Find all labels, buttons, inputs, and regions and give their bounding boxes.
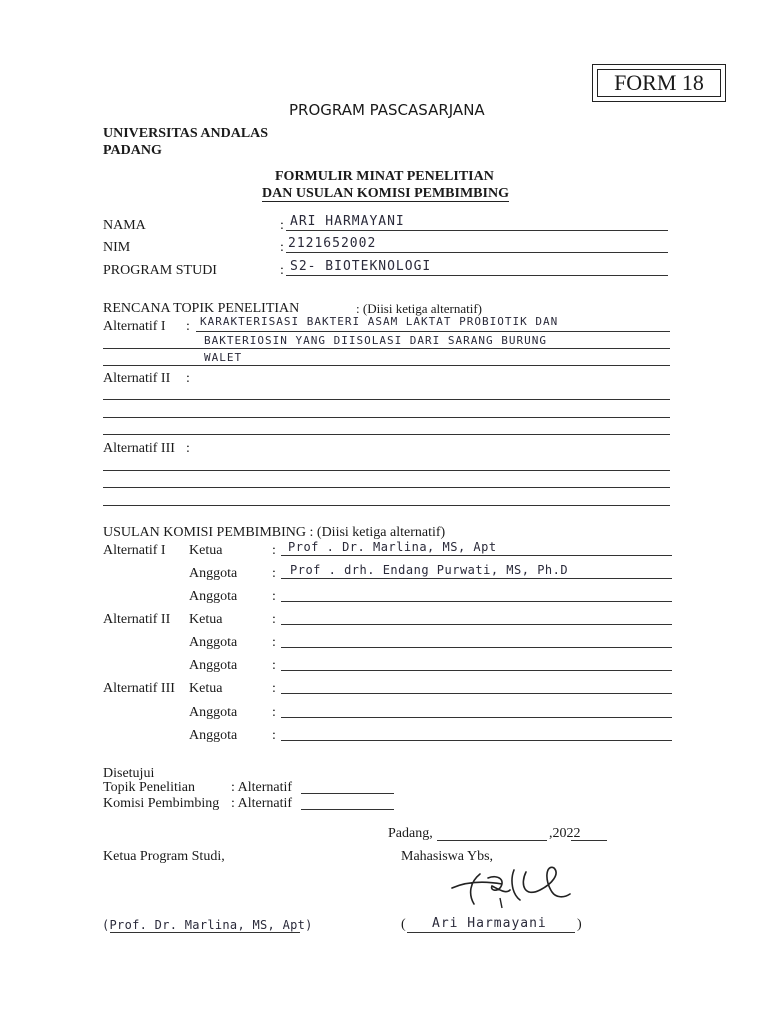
komisi-alt3-anggota2-colon: : xyxy=(272,728,276,743)
topik-alt1-underline3 xyxy=(103,365,670,366)
topik-alt3-label: Alternatif III xyxy=(103,441,175,456)
signature-year-line xyxy=(571,840,607,841)
komisi-alt1-label: Alternatif I xyxy=(103,543,166,558)
university-name: UNIVERSITAS ANDALAS xyxy=(103,126,269,141)
signature-year: ,2022 xyxy=(549,826,581,841)
topik-alt3-colon: : xyxy=(186,441,190,456)
komisi-alt2-label: Alternatif II xyxy=(103,612,171,627)
disetujui-topik-label: Topik Penelitian xyxy=(103,780,195,795)
mahasiswa-paren-open: ( xyxy=(401,917,406,932)
disetujui-topik-line xyxy=(301,793,394,794)
ketua-prodi-line xyxy=(110,932,300,933)
komisi-alt3-anggota1-line xyxy=(281,717,672,718)
signature-place: Padang, xyxy=(388,826,433,841)
komisi-alt3-anggota1-colon: : xyxy=(272,705,276,720)
komisi-alt1-anggota1-value: Prof . drh. Endang Purwati, MS, Ph.D xyxy=(290,563,569,577)
disetujui-komisi-alternatif: : Alternatif xyxy=(231,796,293,811)
nim-label: NIM xyxy=(103,240,131,255)
nama-value: ARI HARMAYANI xyxy=(290,214,405,229)
komisi-alt3-anggota2-label: Anggota xyxy=(189,728,238,743)
komisi-alt1-anggota1-label: Anggota xyxy=(189,566,238,581)
komisi-alt3-ketua-label: Ketua xyxy=(189,681,223,696)
topik-note: : (Diisi ketiga alternatif) xyxy=(356,301,482,316)
city-name: PADANG xyxy=(103,143,162,158)
topik-alt2-line3 xyxy=(103,434,670,435)
nama-label: NAMA xyxy=(103,218,146,233)
ketua-prodi-name: (Prof. Dr. Marlina, MS, Apt) xyxy=(102,918,313,932)
topik-alt3-line1 xyxy=(103,470,670,471)
topik-alt2-line2 xyxy=(103,417,670,418)
komisi-alt1-ketua-label: Ketua xyxy=(189,543,223,558)
komisi-alt2-ketua-label: Ketua xyxy=(189,612,223,627)
topik-alt1-colon: : xyxy=(186,319,190,334)
mahasiswa-signature xyxy=(440,860,580,920)
komisi-alt3-ketua-colon: : xyxy=(272,681,276,696)
disetujui-komisi-label: Komisi Pembimbing xyxy=(103,796,220,811)
komisi-alt2-ketua-line xyxy=(281,624,672,625)
topik-alt1-line2: BAKTERIOSIN YANG DIISOLASI DARI SARANG BURUNG xyxy=(204,334,548,347)
komisi-alt1-anggota2-label: Anggota xyxy=(189,589,238,604)
komisi-alt2-anggota1-colon: : xyxy=(272,635,276,650)
topik-alt1-line1: KARAKTERISASI BAKTERI ASAM LAKTAT PROBIOTIK DAN xyxy=(200,315,559,328)
form-title-line1: FORMULIR MINAT PENELITIAN xyxy=(275,169,494,184)
komisi-alt1-anggota2-line xyxy=(281,601,672,602)
mahasiswa-label: Mahasiswa Ybs, xyxy=(401,849,494,864)
komisi-alt2-anggota2-colon: : xyxy=(272,658,276,673)
topik-alt2-label: Alternatif II xyxy=(103,371,171,386)
form-number: FORM 18 xyxy=(597,69,721,97)
topik-alt1-underline2 xyxy=(103,348,670,349)
komisi-alt1-ketua-line xyxy=(281,555,672,556)
topik-alt1-label: Alternatif I xyxy=(103,319,166,334)
prodi-value: S2- BIOTEKNOLOGI xyxy=(290,259,432,274)
komisi-alt1-ketua-colon: : xyxy=(272,543,276,558)
komisi-alt1-anggota1-colon: : xyxy=(272,566,276,581)
disetujui-komisi-line xyxy=(301,809,394,810)
nim-value: 2121652002 xyxy=(288,236,377,251)
komisi-heading: USULAN KOMISI PEMBIMBING : (Diisi ketiga alternatif) xyxy=(103,525,446,540)
komisi-alt1-anggota1-line xyxy=(281,578,672,579)
topik-alt3-line3 xyxy=(103,505,670,506)
nama-colon: : xyxy=(280,218,284,233)
nim-line xyxy=(286,252,668,253)
topik-alt1-line3: WALET xyxy=(204,351,243,364)
komisi-alt3-anggota1-label: Anggota xyxy=(189,705,238,720)
prodi-line xyxy=(286,275,668,276)
komisi-alt3-label: Alternatif III xyxy=(103,681,175,696)
disetujui-label: Disetujui xyxy=(103,766,155,781)
disetujui-topik-alternatif: : Alternatif xyxy=(231,780,293,795)
komisi-alt2-anggota1-label: Anggota xyxy=(189,635,238,650)
komisi-alt1-anggota2-colon: : xyxy=(272,589,276,604)
komisi-alt3-ketua-line xyxy=(281,693,672,694)
topik-alt3-line2 xyxy=(103,487,670,488)
ketua-prodi-label: Ketua Program Studi, xyxy=(103,849,225,864)
nim-colon: : xyxy=(280,240,284,255)
komisi-alt2-ketua-colon: : xyxy=(272,612,276,627)
komisi-alt2-anggota2-label: Anggota xyxy=(189,658,238,673)
komisi-alt2-anggota1-line xyxy=(281,647,672,648)
mahasiswa-line xyxy=(407,932,575,933)
komisi-alt1-ketua-value: Prof . Dr. Marlina, MS, Apt xyxy=(288,540,497,554)
nama-line xyxy=(286,230,668,231)
topik-heading: RENCANA TOPIK PENELITIAN xyxy=(103,301,300,316)
topik-alt1-underline1 xyxy=(196,331,670,332)
topik-alt2-colon: : xyxy=(186,371,190,386)
prodi-label: PROGRAM STUDI xyxy=(103,263,217,278)
form-title-line2: DAN USULAN KOMISI PEMBIMBING xyxy=(262,186,509,201)
prodi-colon: : xyxy=(280,263,284,278)
mahasiswa-paren-close: ) xyxy=(577,917,582,932)
komisi-alt2-anggota2-line xyxy=(281,670,672,671)
program-title: PROGRAM PASCASARJANA xyxy=(289,101,485,119)
mahasiswa-name: Ari Harmayani xyxy=(432,916,547,931)
signature-date-line xyxy=(437,840,547,841)
komisi-alt3-anggota2-line xyxy=(281,740,672,741)
topik-alt2-line1 xyxy=(103,399,670,400)
